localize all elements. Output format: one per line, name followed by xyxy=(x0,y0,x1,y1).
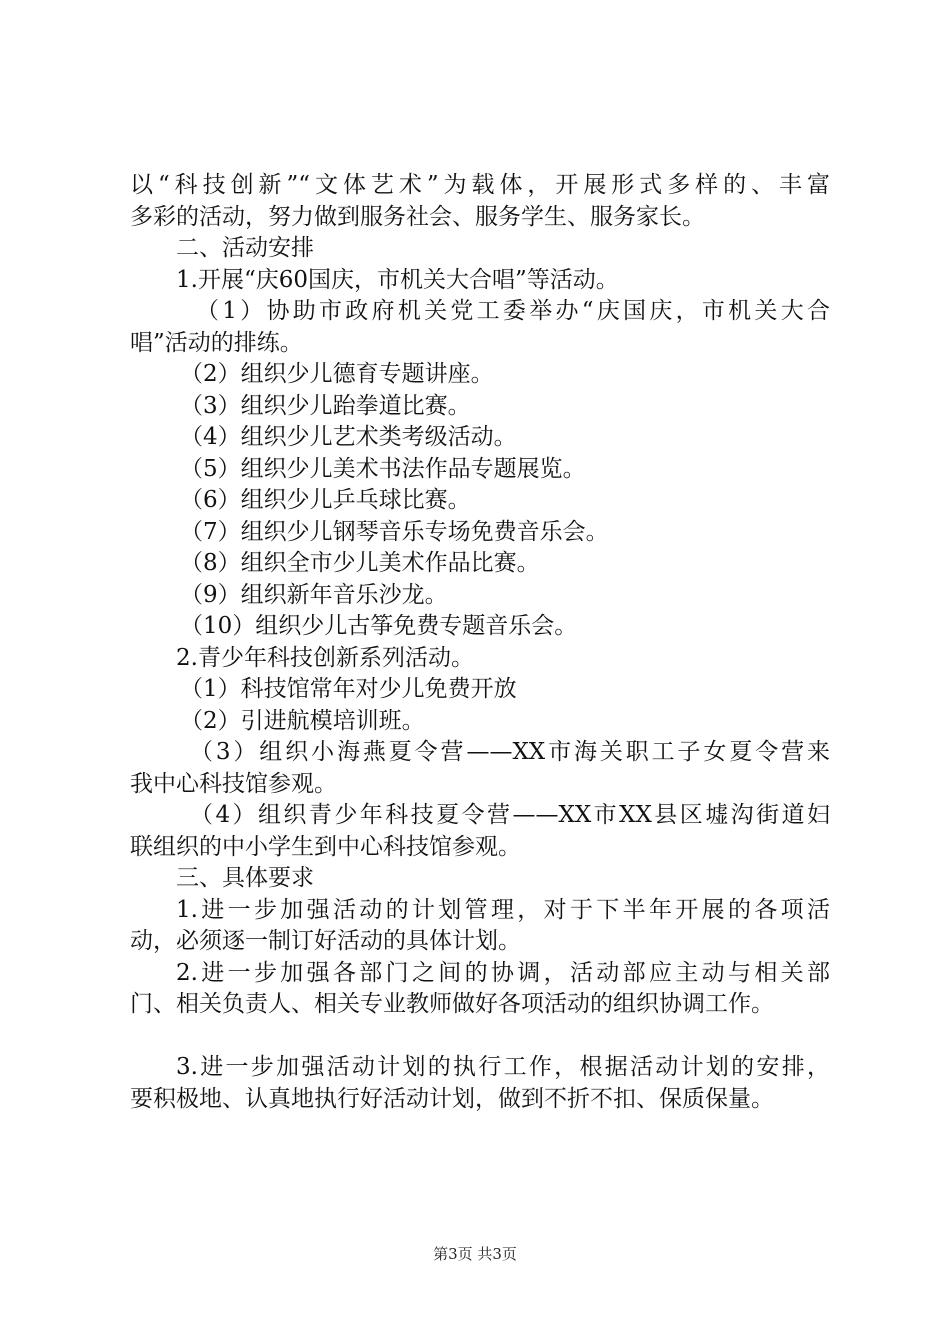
paragraph-line: 1.进一步加强活动的计划管理，对于下半年开展的各项活 xyxy=(176,896,830,923)
subsection-heading: 1.开展“庆60国庆，市机关大合唱”等活动。 xyxy=(176,266,619,293)
section-heading: 二、活动安排 xyxy=(176,235,314,261)
list-item: （8）组织全市少儿美术作品比赛。 xyxy=(180,550,540,576)
list-item: （4）组织少儿艺术类考级活动。 xyxy=(180,424,517,450)
list-item: （1）协助市政府机关党工委举办“庆国庆，市机关大合 xyxy=(196,298,830,324)
list-item: （3）组织少儿跆拳道比赛。 xyxy=(180,392,471,419)
paragraph-line: 以“科技创新”“文体艺术”为载体，开展形式多样的、丰富 xyxy=(130,172,830,198)
section-heading: 三、具体要求 xyxy=(176,865,314,891)
list-item: （3）组织小海燕夏令营——XX市海关职工子女夏令营来 xyxy=(190,739,830,765)
list-item: （10）组织少儿古筝免费专题音乐会。 xyxy=(180,613,578,639)
document-body xyxy=(130,170,830,1115)
paragraph-line: 动，必须逐一制订好活动的具体计划。 xyxy=(130,928,521,954)
paragraph-line: 门、相关负责人、相关专业教师做好各项活动的组织协调工作。 xyxy=(130,991,774,1017)
subsection-heading: 2.青少年科技创新系列活动。 xyxy=(176,644,474,671)
paragraph-line: 多彩的活动，努力做到服务社会、服务学生、服务家长。 xyxy=(130,203,705,230)
list-item-continuation: 我中心科技馆参观。 xyxy=(130,770,337,797)
list-item: （5）组织少儿美术书法作品专题展览。 xyxy=(180,455,586,482)
blank-line xyxy=(130,1021,830,1053)
list-item: （9）组织新年音乐沙龙。 xyxy=(180,581,448,608)
list-item: （2）组织少儿德育专题讲座。 xyxy=(180,361,494,387)
list-item: （4）组织青少年科技夏令营——XX市XX县区墟沟街道妇 xyxy=(190,802,830,828)
list-item-continuation: 联组织的中小学生到中心科技馆参观。 xyxy=(130,833,521,860)
list-item-continuation: 唱”活动的排练。 xyxy=(130,329,303,356)
list-item: （1）科技馆常年对少儿免费开放 xyxy=(180,676,517,702)
list-item: （7）组织少儿钢琴音乐专场免费音乐会。 xyxy=(180,518,609,545)
page-number-footer: 第3页 共3页 xyxy=(433,1245,517,1263)
list-item: （6）组织少儿乒乓球比赛。 xyxy=(180,487,471,513)
list-item: （2）引进航模培训班。 xyxy=(180,707,425,734)
paragraph-line: 2.进一步加强各部门之间的协调，活动部应主动与相关部 xyxy=(176,959,830,986)
paragraph-line: 要积极地、认真地执行好活动计划，做到不折不扣、保质保量。 xyxy=(130,1085,774,1112)
paragraph-line: 3.进一步加强活动计划的执行工作，根据活动计划的安排， xyxy=(176,1054,830,1080)
